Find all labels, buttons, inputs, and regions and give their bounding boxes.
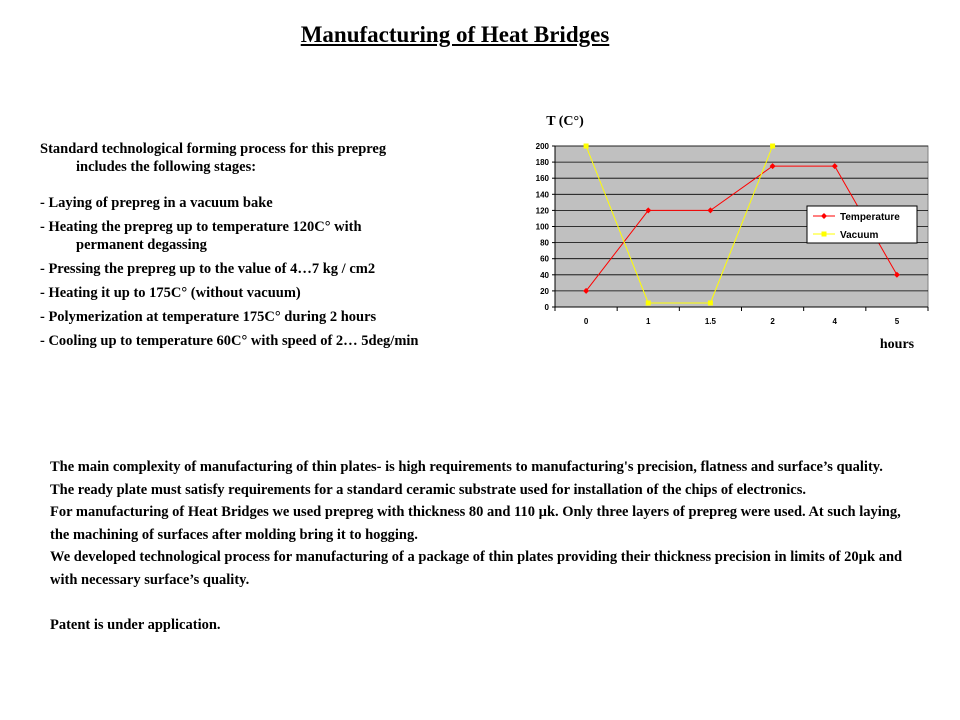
stage-text: - Heating the prepreg up to temperature 120C° with xyxy=(40,219,362,235)
intro-lead-line2: includes the following stages: xyxy=(76,159,257,175)
process-description xyxy=(40,140,520,350)
y-tick-label: 160 xyxy=(535,174,549,184)
x-tick-label: 1 xyxy=(646,317,651,326)
stage-text: - Pressing the prepreg up to the value of 4…7 kg / cm2 xyxy=(40,261,376,277)
legend-label: Vacuum xyxy=(840,230,879,241)
x-tick-label: 0 xyxy=(583,317,589,326)
x-tick-label: 2 xyxy=(770,317,775,326)
stage-item xyxy=(40,284,520,302)
stage-text: - Heating it up to 175C° (without vacuum) xyxy=(40,285,301,301)
y-tick-label: 200 xyxy=(535,142,549,151)
y-tick-label: 20 xyxy=(540,286,549,296)
stage-item xyxy=(40,218,520,254)
stage-text: - Cooling up to temperature 60C° with speed of 2… 5deg/min xyxy=(40,333,419,349)
y-tick-label: 60 xyxy=(540,254,549,264)
legend-marker xyxy=(822,232,827,237)
x-tick-label: 1.5 xyxy=(704,317,716,326)
body-paragraph-2: For manufacturing of Heat Bridges we used prepreg with thickness 80 and 110 µk. Only three layers of prepreg were used. At such laying, the machining of surfaces after molding bring it to hogging. xyxy=(50,504,901,543)
y-tick-label: 0 xyxy=(544,303,549,312)
stage-item xyxy=(40,332,520,350)
stage-text: - Polymerization at temperature 175C° during 2 hours xyxy=(40,309,377,325)
patent-note: Patent is under application. xyxy=(50,616,221,633)
stages-list xyxy=(40,194,520,350)
y-tick-label: 180 xyxy=(535,158,549,168)
legend-label: Temperature xyxy=(840,212,900,223)
y-tick-label: 120 xyxy=(535,206,549,216)
x-axis-label: hours xyxy=(879,337,915,352)
page-title: Manufacturing of Heat Bridges xyxy=(300,22,610,47)
data-point xyxy=(646,300,651,305)
stage-text: - Laying of prepreg in a vacuum bake xyxy=(40,195,273,211)
stage-item xyxy=(40,308,520,326)
stage-item xyxy=(40,260,520,278)
intro-lead-line1: Standard technological forming process for this prepreg xyxy=(40,141,387,157)
body-text xyxy=(50,456,910,636)
y-tick-label: 100 xyxy=(535,222,549,232)
stage-item xyxy=(40,194,520,212)
y-tick-label: 80 xyxy=(540,238,549,248)
y-tick-label: 140 xyxy=(535,190,549,200)
temperature-vacuum-chart xyxy=(500,108,930,358)
data-point xyxy=(770,144,775,149)
x-tick-label: 4 xyxy=(832,317,837,326)
body-paragraph-3: We developed technological process for manufacturing of a package of thin plates providing their thickness precision in limits of 20µk and with necessary surface’s quality. xyxy=(50,549,903,588)
data-point xyxy=(584,144,589,149)
y-tick-label: 40 xyxy=(540,270,549,280)
stage-text-continued: permanent degassing xyxy=(76,237,207,253)
y-axis-label: T (C°) xyxy=(546,114,584,129)
x-tick-label: 5 xyxy=(894,317,900,326)
body-paragraph-1: The main complexity of manufacturing of thin plates- is high requirements to manufacturing's precision, flatness and surface’s quality. The ready plate must satisfy requirements for a standard ceramic substrate used for installation of the chips of electronics. xyxy=(50,459,883,498)
data-point xyxy=(708,300,713,305)
